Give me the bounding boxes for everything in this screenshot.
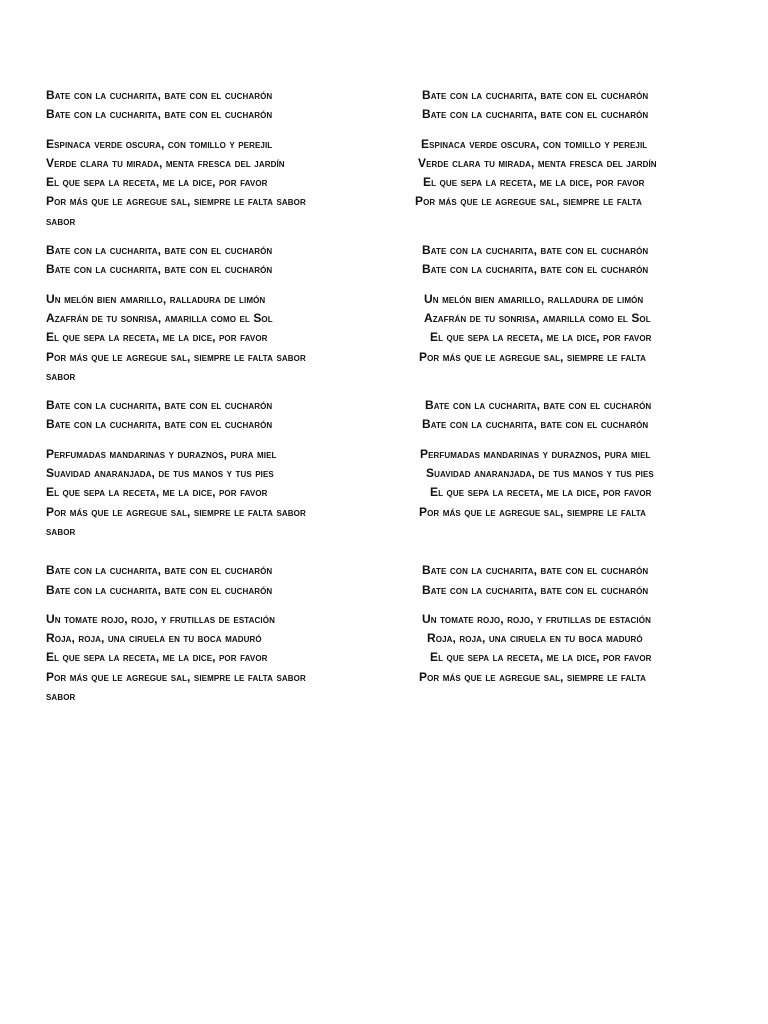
verse-stanza (414, 445, 744, 541)
lyric-line: Espinaca verde oscura, con tomillo y perejil (421, 136, 648, 151)
lyric-line: El que sepa la receta, me la dice, por favor (430, 650, 652, 665)
lyric-line-spacer (414, 367, 744, 386)
lyric-line: Suavidad anaranjada, de tus manos y tus pies (426, 466, 654, 481)
lyric-line: Un tomate rojo, rojo, y frutillas de estación (46, 611, 275, 626)
lyric-line: El que sepa la receta, me la dice, por favor (46, 330, 268, 345)
verse-stanza (46, 445, 406, 541)
lyric-line-wrapped: sabor (46, 689, 76, 704)
verse-stanza (414, 610, 744, 687)
chorus-stanza (414, 561, 744, 600)
lyric-line: Bate con la cucharita, bate con el cucharón (46, 563, 273, 578)
lyric-line: Azafrán de tu sonrisa, amarilla como el Sol (46, 310, 273, 325)
lyric-line: Un melón bien amarillo, ralladura de limón (424, 291, 644, 306)
lyric-line: Bate con la cucharita, bate con el cucharón (425, 398, 652, 413)
lyric-line-wrapped: sabor (46, 523, 76, 538)
lyric-line: Por más que le agregue sal, siempre le falta sabor (46, 349, 306, 364)
chorus-stanza (414, 241, 744, 280)
lyric-line: El que sepa la receta, me la dice, por favor (430, 485, 652, 500)
lyric-line: Espinaca verde oscura, con tomillo y perejil (46, 136, 273, 151)
lyric-line: El que sepa la receta, me la dice, por favor (46, 175, 268, 190)
lyric-line: Azafrán de tu sonrisa, amarilla como el Sol (424, 310, 651, 325)
lyric-line: Por más que le agregue sal, siempre le falta (419, 349, 647, 364)
left-lyrics-column (46, 86, 406, 716)
lyric-line: Bate con la cucharita, bate con el cucharón (422, 563, 649, 578)
lyric-line: Bate con la cucharita, bate con el cucharón (46, 107, 273, 122)
lyric-line: El que sepa la receta, me la dice, por favor (46, 485, 268, 500)
lyric-line: Perfumadas mandarinas y duraznos, pura miel (46, 446, 277, 461)
lyric-line: Perfumadas mandarinas y duraznos, pura miel (420, 446, 651, 461)
lyric-line: Por más que le agregue sal, siempre le falta sabor (46, 504, 306, 519)
verse-stanza (46, 290, 406, 386)
lyric-line: Suavidad anaranjada, de tus manos y tus pies (46, 466, 274, 481)
lyric-line: Bate con la cucharita, bate con el cucharón (46, 88, 273, 102)
lyric-line: Por más que le agregue sal, siempre le falta sabor (46, 669, 306, 684)
lyric-line: Roja, roja, una ciruela en tu boca maduró (46, 631, 262, 646)
chorus-stanza (46, 86, 406, 125)
verse-stanza (414, 135, 744, 231)
lyric-line: Por más que le agregue sal, siempre le falta (419, 669, 647, 684)
lyric-line: Bate con la cucharita, bate con el cucharón (422, 88, 649, 102)
verse-stanza (46, 135, 406, 231)
lyric-line: Bate con la cucharita, bate con el cucharón (46, 262, 273, 277)
lyric-line: Verde clara tu mirada, menta fresca del jardín (46, 155, 285, 170)
verse-stanza (46, 610, 406, 706)
verse-stanza (414, 290, 744, 386)
lyric-line-spacer (414, 522, 744, 541)
lyric-line: Un melón bien amarillo, ralladura de limón (46, 291, 266, 306)
lyric-line: Bate con la cucharita, bate con el cucharón (422, 417, 649, 432)
lyric-line: Verde clara tu mirada, menta fresca del jardín (418, 155, 657, 170)
chorus-stanza (46, 561, 406, 600)
chorus-stanza (414, 86, 744, 125)
lyric-line-wrapped: sabor (46, 213, 76, 228)
lyric-line: Por más que le agregue sal, siempre le falta (415, 194, 643, 209)
chorus-stanza (46, 396, 406, 435)
lyric-line: Bate con la cucharita, bate con el cucharón (422, 262, 649, 277)
lyric-line: Por más que le agregue sal, siempre le falta (419, 504, 647, 519)
lyric-line: El que sepa la receta, me la dice, por favor (46, 650, 268, 665)
lyric-line: Bate con la cucharita, bate con el cucharón (46, 243, 273, 258)
lyric-line: Bate con la cucharita, bate con el cucharón (46, 582, 273, 597)
lyric-line: Por más que le agregue sal, siempre le falta sabor (46, 194, 306, 209)
lyric-line: Un tomate rojo, rojo, y frutillas de estación (422, 611, 651, 626)
chorus-stanza (46, 241, 406, 280)
lyric-line: Bate con la cucharita, bate con el cucharón (422, 107, 649, 122)
lyric-line: Roja, roja, una ciruela en tu boca maduró (427, 631, 643, 646)
lyric-line: El que sepa la receta, me la dice, por favor (423, 175, 645, 190)
lyric-line: Bate con la cucharita, bate con el cucharón (46, 417, 273, 432)
chorus-stanza (414, 396, 744, 435)
lyric-line: Bate con la cucharita, bate con el cucharón (422, 243, 649, 258)
lyric-line: El que sepa la receta, me la dice, por favor (430, 330, 652, 345)
lyric-line-wrapped: sabor (46, 368, 76, 383)
lyric-line: Bate con la cucharita, bate con el cucharón (46, 398, 273, 413)
lyric-line: Bate con la cucharita, bate con el cucharón (422, 582, 649, 597)
right-lyrics-column (414, 86, 744, 697)
lyric-line-spacer (414, 212, 744, 231)
